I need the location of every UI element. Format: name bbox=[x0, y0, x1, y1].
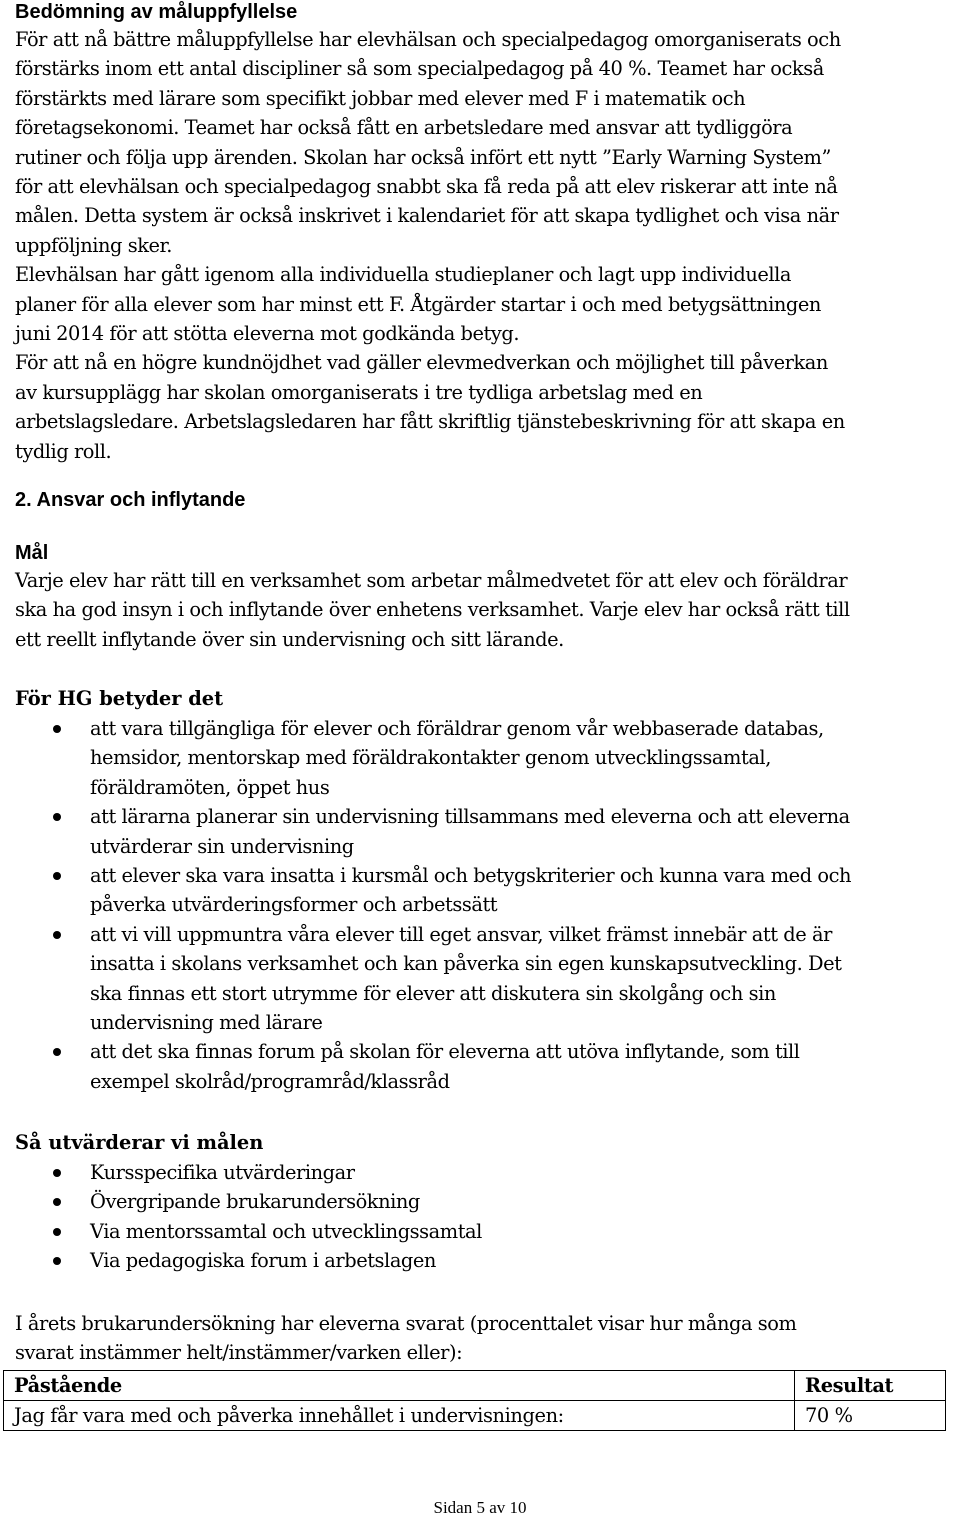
bullet-icon bbox=[53, 1169, 61, 1177]
list-item bbox=[15, 802, 950, 861]
paragraph-line: planer för alla elever som har minst ett F. Åtgärder startar i och med betygsättningen bbox=[15, 292, 821, 316]
list-item-text: exempel skolråd/programråd/klassråd bbox=[90, 1069, 450, 1093]
bullet-icon bbox=[53, 1228, 61, 1236]
paragraph-line: tydlig roll. bbox=[15, 439, 112, 463]
list-item-text: undervisning med lärare bbox=[90, 1011, 323, 1035]
paragraph-line: juni 2014 för att stötta eleverna mot godkända betyg. bbox=[15, 322, 520, 346]
list-item-text: att det ska finnas forum på skolan för eleverna att utöva inflytande, som till bbox=[90, 1040, 800, 1064]
list-item-text: föräldramöten, öppet hus bbox=[90, 775, 330, 799]
paragraph-line: ska ha god insyn i och inflytande över enhetens verksamhet. Varje elev har också rätt till bbox=[15, 598, 850, 622]
list-item bbox=[15, 1037, 950, 1096]
list-item-text: Via pedagogiska forum i arbetslagen bbox=[90, 1249, 436, 1273]
bullet-icon bbox=[53, 1198, 61, 1206]
for-hg-heading: För HG betyder det bbox=[15, 687, 224, 710]
list-item-text: insatta i skolans verksamhet och kan påverka sin egen kunskapsutveckling. Det bbox=[90, 952, 842, 976]
paragraph-line: av kursupplägg har skolan omorganiserats i tre tydliga arbetslag med en bbox=[15, 380, 703, 404]
evaluate-list bbox=[15, 1158, 950, 1276]
paragraph-line: Elevhälsan har gått igenom alla individuella studieplaner och lagt upp individuella bbox=[15, 263, 791, 287]
list-item-text: att elever ska vara insatta i kursmål och betygskriterier och kunna vara med och bbox=[90, 864, 852, 888]
paragraph-line: svarat instämmer helt/instämmer/varken eller): bbox=[15, 1341, 463, 1365]
paragraph-line: I årets brukarundersökning har eleverna svarat (procenttalet visar hur många som bbox=[15, 1312, 797, 1335]
assessment-paragraph bbox=[15, 25, 945, 466]
list-item bbox=[15, 861, 950, 920]
paragraph-line: förstärkts med lärare som specifikt jobbar med elever med F i matematik och bbox=[15, 86, 746, 110]
list-item bbox=[15, 1158, 950, 1187]
section-heading-assessment: Bedömning av måluppfyllelse bbox=[15, 1, 298, 23]
header-statement: Påstående bbox=[4, 1371, 795, 1401]
list-item bbox=[15, 920, 950, 1038]
list-item-text: Övergripande brukarundersökning bbox=[90, 1190, 420, 1214]
paragraph-line: företagsekonomi. Teamet har också fått en arbetsledare med ansvar att tydliggöra bbox=[15, 116, 793, 140]
survey-results-table bbox=[3, 1370, 946, 1431]
bullet-icon bbox=[53, 872, 61, 880]
bullet-icon bbox=[53, 813, 61, 821]
paragraph-line: förstärks inom ett antal discipliner så som specialpedagog på 40 %. Teamet har också bbox=[15, 57, 824, 81]
bullet-icon bbox=[53, 725, 61, 733]
paragraph-line: För att nå bättre måluppfyllelse har elevhälsan och specialpedagog omorganiserats och bbox=[15, 28, 841, 51]
paragraph-line: ett reellt inflytande över sin undervisning och sitt lärande. bbox=[15, 627, 564, 651]
paragraph-line: målen. Detta system är också inskrivet i kalendariet för att skapa tydlighet och visa när bbox=[15, 204, 839, 228]
list-item-text: Kursspecifika utvärderingar bbox=[90, 1161, 355, 1184]
evaluate-heading: Så utvärderar vi målen bbox=[15, 1131, 264, 1154]
paragraph-line: rutiner och följa upp ärenden. Skolan har också infört ett nytt ”Early Warning System” bbox=[15, 145, 831, 169]
paragraph-line: för att elevhälsan och specialpedagog snabbt ska få reda på att elev riskerar att inte nå bbox=[15, 175, 838, 199]
list-item-text: att vara tillgängliga för elever och föräldrar genom vår webbaserade databas, bbox=[90, 717, 824, 740]
row-statement: Jag får vara med och påverka innehållet i undervisningen: bbox=[4, 1401, 795, 1431]
list-item-text: hemsidor, mentorskap med föräldrakontakter genom utvecklingssamtal, bbox=[90, 746, 771, 770]
bullet-icon bbox=[53, 1257, 61, 1265]
list-item bbox=[15, 714, 950, 802]
row-result: 70 % bbox=[795, 1401, 946, 1431]
page-footer: Sidan 5 av 10 bbox=[433, 1498, 527, 1517]
list-item-text: Via mentorssamtal och utvecklingssamtal bbox=[90, 1219, 482, 1243]
bullet-icon bbox=[53, 1048, 61, 1056]
paragraph-line: arbetslagsledare. Arbetslagsledaren har fått skriftlig tjänstebeskrivning för att skapa en bbox=[15, 410, 845, 434]
list-item-text: att vi vill uppmuntra våra elever till eget ansvar, vilket främst innebär att de är bbox=[90, 922, 832, 946]
for-hg-list bbox=[15, 714, 950, 1096]
goal-paragraph bbox=[15, 566, 950, 654]
header-result: Resultat bbox=[795, 1371, 946, 1401]
paragraph-line: uppföljning sker. bbox=[15, 233, 172, 257]
list-item bbox=[15, 1217, 950, 1246]
survey-intro bbox=[15, 1309, 950, 1368]
table-row bbox=[4, 1401, 946, 1431]
list-item bbox=[15, 1187, 950, 1216]
paragraph-line: Varje elev har rätt till en verksamhet som arbetar målmedvetet för att elev och föräldrar bbox=[15, 569, 848, 592]
section-heading-responsibility: 2. Ansvar och inflytande bbox=[15, 489, 246, 511]
list-item-text: ska finnas ett stort utrymme för elever att diskutera sin skolgång och sin bbox=[90, 981, 776, 1005]
bullet-icon bbox=[53, 931, 61, 939]
table-header-row bbox=[4, 1371, 946, 1401]
paragraph-line: För att nå en högre kundnöjdhet vad gäller elevmedverkan och möjlighet till påverkan bbox=[15, 351, 828, 375]
goal-heading: Mål bbox=[15, 542, 49, 564]
list-item bbox=[15, 1246, 950, 1275]
list-item-text: utvärderar sin undervisning bbox=[90, 834, 354, 858]
list-item-text: att lärarna planerar sin undervisning tillsammans med eleverna och att eleverna bbox=[90, 805, 850, 829]
list-item-text: påverka utvärderingsformer och arbetssätt bbox=[90, 893, 498, 917]
